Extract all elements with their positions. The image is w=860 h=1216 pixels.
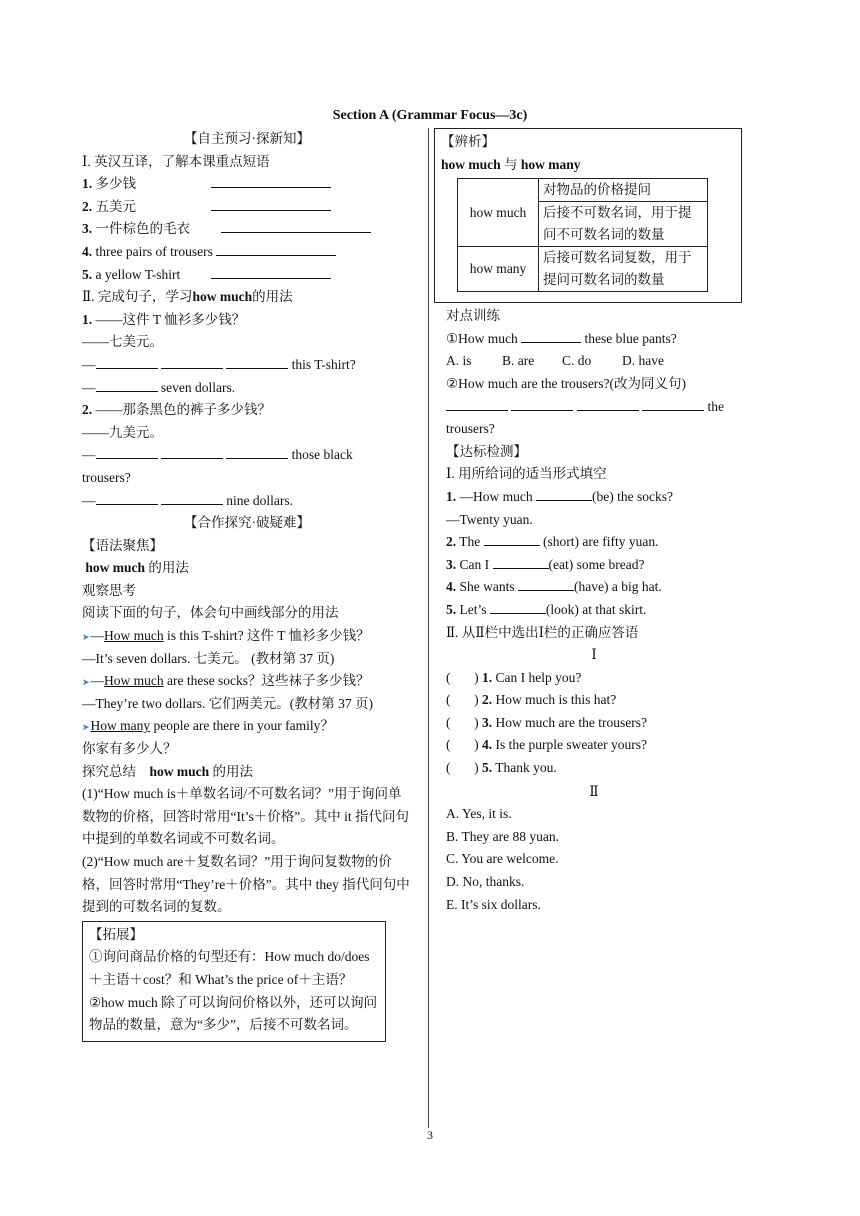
answer-blank[interactable] [211,196,331,211]
answer-blank[interactable] [536,486,592,501]
summary-point-2: (2)“How much are＋复数名词？”用于询问复数物的价格，回答时常用“They’re＋价格”。其中 they 指代问句中提到的可数名词的复数。 [82,854,410,915]
answer-blank[interactable] [490,599,546,614]
question-2: 2. ——那条黑色的裤子多少钱？ [82,402,271,418]
option-c[interactable]: C. do [562,353,592,369]
question-1: 1. ——这件 T 恤衫多少钱？ [82,311,246,327]
left-column [82,128,412,1042]
answer-blank[interactable] [211,173,331,188]
grammar-heading: 【语法聚焦】 [82,537,163,553]
phrase-item: 3. 一件棕色的毛衣 [82,218,412,241]
example-1: ➤—How much is this T-shirt? 这件 T 恤衫多少钱？ [82,628,370,644]
arrow-icon: ➤ [82,677,90,688]
column-1-label: Ⅰ [591,647,597,663]
example-1-answer: —It’s seven dollars. 七美元。 (教材第 37 页) [82,650,335,666]
answer-paren[interactable]: ( ) [446,669,479,685]
table-cell: 对物品的价格提问 [539,179,708,202]
answer-blank[interactable] [161,490,223,505]
response-option: E. It’s six dollars. [446,896,541,912]
drill-1-options [446,350,742,373]
option-b[interactable]: B. are [502,353,535,369]
column-divider [428,128,429,1128]
fill-item: 3. Can I (eat) some bread? [446,554,742,577]
phrase-item: 4. three pairs of trousers [82,241,412,264]
extension-point-2: ②how much 除了可以询问价格以外，还可以询问物品的数量，意为“多少”，后接不可数名词。 [89,994,378,1033]
question-1-line: — this T-shirt? [82,354,412,377]
answer-blank[interactable] [96,354,158,369]
response-option: D. No, thanks. [446,874,525,890]
analysis-box [434,128,742,303]
test-heading: 【达标检测】 [446,443,527,459]
fill-item: 5. Let’s (look) at that skirt. [446,599,742,622]
answer-blank[interactable] [216,241,336,256]
answer-blank[interactable] [493,554,549,569]
example-3: ➤How many people are there in your family？ [82,718,334,734]
comparison-table [457,178,708,292]
response-option: A. Yes, it is. [446,806,512,822]
answer-blank[interactable] [511,396,573,411]
drill-2-cont: trousers? [446,421,495,437]
read-instruction: 阅读下面的句子，体会句中画线部分的用法 [82,605,339,621]
arrow-icon: ➤ [82,722,90,733]
answer-blank[interactable] [221,218,371,233]
summary-point-1: (1)“How much is＋单数名词/不可数名词？”用于询问单数物的价格，回答时常用“It’s＋价格”。其中 it 指代问句中提到的单数名词或不可数名词。 [82,786,409,847]
answer-blank[interactable] [96,444,158,459]
answer-paren[interactable]: ( ) [446,714,479,730]
example-2: ➤—How much are these socks？这些袜子多少钱？ [82,673,370,689]
answer-blank[interactable] [96,490,158,505]
question-1-line2: — seven dollars. [82,377,412,400]
extension-heading: 【拓展】 [89,926,143,942]
drill-1: ①How much these blue pants? [446,328,742,351]
drill-heading: 对点训练 [446,308,500,324]
table-row-head: how many [458,247,539,292]
table-cell: 后接可数名词复数，用于提问可数名词的数量 [539,247,708,292]
test-2-heading: Ⅱ. 从Ⅱ栏中选出Ⅰ栏的正确应答语 [446,624,639,640]
question-2-answer-cn: ——九美元。 [82,424,163,440]
extension-box [82,921,386,1042]
answer-blank[interactable] [226,444,288,459]
fill-1-answer: —Twenty yuan. [446,511,533,527]
table-row-head: how much [458,179,539,247]
phrase-item: 5. a yellow T-shirt [82,264,412,287]
fill-item: 1. —How much (be) the socks? [446,486,742,509]
coop-heading: 【合作探究·破疑难】 [184,515,310,531]
fill-item: 2. The (short) are fifty yuan. [446,531,742,554]
answer-paren[interactable]: ( ) [446,692,479,708]
question-2-cont: trousers? [82,469,131,485]
example-3-cn: 你家有多少人？ [82,741,177,757]
match-item: ( ) 2. How much is this hat? [446,689,742,712]
preview-heading: 【自主预习·探新知】 [184,131,310,146]
grammar-topic: how much 的用法 [85,560,189,576]
drill-2: ②How much are the trousers?(改为同义句) [446,375,687,391]
extension-point-1: ①询问商品价格的句型还有：How much do/does＋主语＋cost？和 What’s the price of＋主语？ [89,949,370,987]
answer-blank[interactable] [211,264,331,279]
right-column [441,128,742,916]
answer-blank[interactable] [161,444,223,459]
match-item: ( ) 4. Is the purple sweater yours? [446,734,742,757]
question-2-line: — those black [82,444,412,467]
phrase-item: 1. 多少钱 [82,173,412,196]
question-1-answer-cn: ——七美元。 [82,334,163,350]
answer-blank[interactable] [446,396,508,411]
table-cell: 后接不可数名词，用于提问不可数名词的数量 [539,202,708,247]
answer-blank[interactable] [484,531,540,546]
answer-paren[interactable]: ( ) [446,737,479,753]
answer-paren[interactable]: ( ) [446,760,479,776]
observe-label: 观察思考 [82,582,136,598]
answer-blank[interactable] [226,354,288,369]
option-d[interactable]: D. have [622,353,664,369]
column-2-label: Ⅱ [589,783,599,799]
option-a[interactable]: A. is [446,353,472,369]
answer-blank[interactable] [518,576,574,591]
example-2-answer: —They’re two dollars. 它们两美元。(教材第 37 页) [82,695,373,711]
summary-heading: 探究总结 how much 的用法 [82,763,254,779]
answer-blank[interactable] [577,396,639,411]
answer-blank[interactable] [161,354,223,369]
drill-2-line: the [446,396,742,419]
answer-blank[interactable] [642,396,704,411]
page-number: 3 [427,1128,433,1142]
answer-blank[interactable] [96,377,158,392]
response-option: C. You are welcome. [446,851,559,867]
question-2-line2: — nine dollars. [82,490,412,513]
analysis-heading: 【辨析】 [441,134,495,149]
arrow-icon: ➤ [82,632,90,643]
page-title: Section A (Grammar Focus—3c) [332,108,528,123]
answer-blank[interactable] [521,328,581,343]
match-item: ( ) 1. Can I help you? [446,667,742,690]
fill-item: 4. She wants (have) a big hat. [446,576,742,599]
match-item: ( ) 3. How much are the trousers? [446,712,742,735]
part1-heading: Ⅰ. 英汉互译，了解本课重点短语 [82,153,270,169]
response-option: B. They are 88 yuan. [446,828,559,844]
match-item: ( ) 5. Thank you. [446,757,742,780]
analysis-subtitle: how much 与 how many [441,156,581,172]
part2-heading: Ⅱ. 完成句子，学习how much的用法 [82,289,293,305]
phrase-item: 2. 五美元 [82,196,412,219]
test-1-heading: Ⅰ. 用所给词的适当形式填空 [446,466,607,482]
